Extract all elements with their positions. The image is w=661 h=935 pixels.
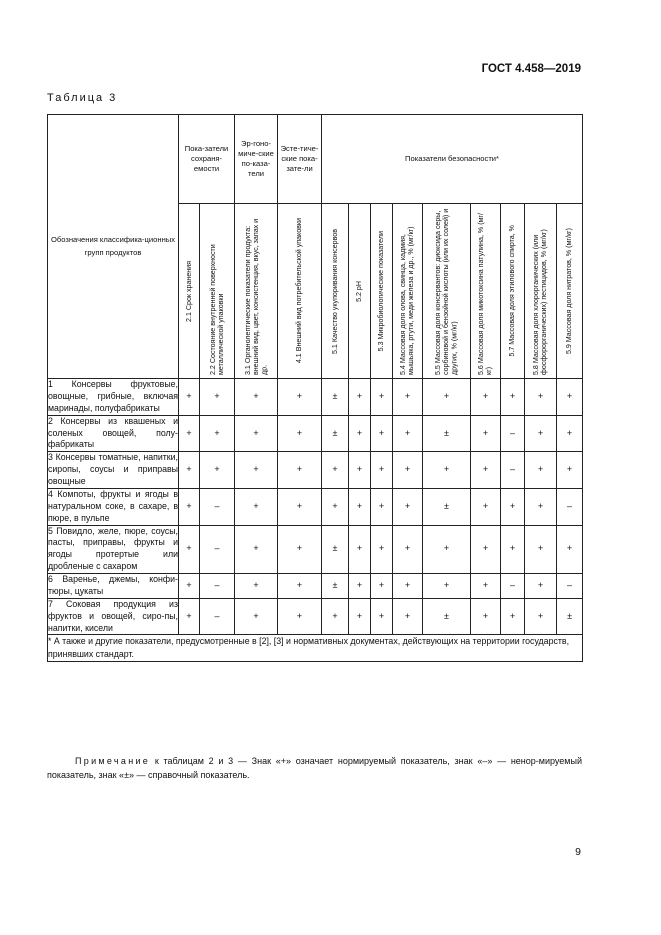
column-header [525, 204, 557, 379]
column-header [557, 204, 583, 379]
indicator-mark: + [322, 488, 349, 525]
column-header [200, 204, 235, 379]
indicator-mark: + [471, 598, 501, 635]
column-header-label: 2.1 Срок хранения [184, 260, 193, 322]
indicator-mark: + [501, 488, 525, 525]
column-header-label: 5.7 Массовая доля этилового спирта, % [508, 225, 517, 357]
indicator-mark: + [235, 598, 278, 635]
indicator-mark: + [371, 452, 393, 489]
indicator-mark: + [557, 452, 583, 489]
indicator-mark: + [393, 574, 423, 599]
indicator-mark: + [471, 525, 501, 574]
column-header [349, 204, 371, 379]
column-header [322, 204, 349, 379]
column-header [235, 204, 278, 379]
indicator-mark: ± [322, 415, 349, 452]
column-header-label: 5.9 Массовая доля нитратов, % (мг/кг) [565, 227, 574, 355]
indicator-mark: + [200, 452, 235, 489]
indicator-mark: + [235, 379, 278, 416]
indicator-mark: + [235, 525, 278, 574]
indicator-mark: ± [322, 574, 349, 599]
indicator-mark: + [525, 598, 557, 635]
indicator-mark: + [278, 525, 322, 574]
indicator-mark: + [423, 379, 471, 416]
indicator-mark: + [235, 574, 278, 599]
indicator-mark: + [235, 415, 278, 452]
indicator-mark: + [278, 598, 322, 635]
indicator-mark: – [200, 598, 235, 635]
column-header-label: 5.6 Массовая доля микотоксина патулина, % (мг/кг) [477, 213, 494, 375]
product-group-name: 3 Консервы томатные, напитки, сиропы, соусы и приправы овощные [48, 452, 179, 489]
group-header-ergonomic: Эр-гоно-миче-ские по-каза-тели [235, 115, 278, 204]
product-group-name: 7 Соковая продукция из фруктов и овощей, сиро-пы, напитки, кисели [48, 598, 179, 635]
indicator-mark: + [179, 488, 200, 525]
table-footnote: * А также и другие показатели, предусмотренные в [2], [3] и нормативных документах, действующих на территории государств, принявших стандарт. [48, 635, 583, 662]
indicator-mark: + [393, 525, 423, 574]
column-header-label: 3.1 Органолептические показатели продукта: внешний вид, цвет, консистенция, вкус, запах и др. [243, 218, 269, 375]
indicator-mark: + [471, 488, 501, 525]
indicator-mark: ± [423, 488, 471, 525]
column-header-label: 5.4 Массовая доля олова, свинца, кадмия, мышьяка, ртути, меди железа и др., % (мг/кг) [399, 226, 416, 375]
indicator-mark: + [200, 379, 235, 416]
indicator-mark: + [393, 415, 423, 452]
indicator-mark: + [371, 379, 393, 416]
table-caption: Таблица 3 [47, 92, 118, 104]
note-text: к таблицам 2 и 3 — Знак «+» означает нормируемый показатель, знак «–» — ненор-мируемый показатель, знак «±» — справочный показатель. [47, 756, 582, 780]
column-header [471, 204, 501, 379]
product-group-name: 6 Варенье, джемы, конфи-тюры, цукаты [48, 574, 179, 599]
indicator-mark: + [179, 415, 200, 452]
table-row [48, 452, 583, 489]
indicator-mark: + [179, 574, 200, 599]
indicator-mark: + [393, 488, 423, 525]
indicator-mark: – [501, 452, 525, 489]
indicator-mark: + [235, 488, 278, 525]
indicator-mark: + [423, 452, 471, 489]
indicator-mark: + [393, 379, 423, 416]
indicator-mark: + [423, 525, 471, 574]
indicator-mark: + [349, 574, 371, 599]
indicator-mark: + [179, 598, 200, 635]
column-header [423, 204, 471, 379]
indicator-mark: + [525, 488, 557, 525]
product-group-name: 1 Консервы фруктовые, овощные, грибные, включая маринады, полуфабрикаты [48, 379, 179, 416]
indicator-mark: + [278, 452, 322, 489]
indicator-mark: + [278, 379, 322, 416]
group-header-safety: Показатели безопасности* [322, 115, 583, 204]
indicator-mark: – [200, 525, 235, 574]
table-row [48, 488, 583, 525]
column-header [393, 204, 423, 379]
product-group-name: 2 Консервы из квашеных и соленых овощей, полу-фабрикаты [48, 415, 179, 452]
indicator-mark: + [557, 379, 583, 416]
indicator-mark: + [349, 379, 371, 416]
indicator-mark: + [501, 379, 525, 416]
indicator-mark: + [371, 488, 393, 525]
indicator-mark: + [278, 415, 322, 452]
table-row [48, 598, 583, 635]
indicator-mark: + [349, 452, 371, 489]
group-header-aesthetic: Эсте-тиче-ские пока-зате-ли [278, 115, 322, 204]
column-header-label: 5.8 Массовая доля хлорорганических (или фосфорорганических) пестицидов, % (мг/кг) [532, 229, 549, 375]
indicator-mark: + [525, 415, 557, 452]
indicator-mark: + [349, 415, 371, 452]
column-header-label: 5.1 Качество укупоривания консервов [330, 228, 339, 354]
note-lead: Примечание [75, 756, 151, 766]
table-row [48, 379, 583, 416]
indicator-mark: + [235, 452, 278, 489]
table-row [48, 574, 583, 599]
indicator-mark: + [423, 574, 471, 599]
column-header-label: 4.1 Внешний вид потребительской упаковки [295, 218, 304, 364]
column-header-label: 5.5 Массовая доля консервантов: диоксида серы, сорбиновой и бензойной кислоты (или их солей) и других, % (мг/кг) [434, 208, 459, 375]
column-header [371, 204, 393, 379]
column-header-label: 5.2 рН [355, 280, 364, 302]
indicator-mark: + [371, 525, 393, 574]
indicator-mark: + [471, 415, 501, 452]
indicator-mark: + [471, 452, 501, 489]
indicator-mark: + [371, 415, 393, 452]
indicator-mark: – [557, 574, 583, 599]
column-header [501, 204, 525, 379]
indicator-mark: + [200, 415, 235, 452]
indicator-mark: + [557, 415, 583, 452]
table-row [48, 525, 583, 574]
indicator-mark: – [501, 415, 525, 452]
indicator-mark: + [278, 488, 322, 525]
indicator-mark: + [278, 574, 322, 599]
indicator-mark: + [501, 598, 525, 635]
table-row [48, 415, 583, 452]
indicator-mark: ± [423, 598, 471, 635]
indicator-mark: + [525, 574, 557, 599]
column-header-label: 5.3 Микробиологические показатели [377, 230, 386, 352]
indicator-mark: + [525, 525, 557, 574]
product-group-name: 4 Компоты, фрукты и ягоды в натуральном соке, в сахаре, в пюре, в пульпе [48, 488, 179, 525]
group-header-storage: Пока-затели сохраня-емости [179, 115, 235, 204]
indicator-mark: + [557, 525, 583, 574]
column-header-label: 2.2 Состояние внутренней поверхности металлической упаковки [208, 244, 225, 375]
product-group-name: 5 Повидло, желе, пюре, соусы, пасты, приправы, фрукты и ягоды протертые или дробленые с сахаром [48, 525, 179, 574]
column-header [179, 204, 200, 379]
indicator-mark: + [471, 379, 501, 416]
indicator-mark: ± [423, 415, 471, 452]
indicator-mark: + [179, 525, 200, 574]
column-header [278, 204, 322, 379]
indicator-mark: ± [322, 525, 349, 574]
indicators-table [47, 114, 583, 662]
indicator-mark: + [349, 598, 371, 635]
indicator-mark: + [393, 598, 423, 635]
indicator-mark: + [471, 574, 501, 599]
indicator-mark: + [322, 598, 349, 635]
indicator-mark: + [349, 525, 371, 574]
indicator-mark: ± [322, 379, 349, 416]
indicator-mark: + [525, 379, 557, 416]
row-header: Обозначения классифика-ционных групп продуктов [48, 115, 179, 379]
indicator-mark: + [179, 379, 200, 416]
indicator-mark: – [557, 488, 583, 525]
indicator-mark: + [525, 452, 557, 489]
page-number: 9 [575, 846, 581, 858]
indicator-mark: + [349, 488, 371, 525]
indicator-mark: – [501, 574, 525, 599]
indicator-mark: – [200, 574, 235, 599]
indicator-mark: ± [557, 598, 583, 635]
indicator-mark: + [393, 452, 423, 489]
table-note [47, 755, 582, 783]
indicator-mark: + [371, 574, 393, 599]
indicator-mark: + [179, 452, 200, 489]
indicator-mark: + [322, 452, 349, 489]
indicator-mark: – [200, 488, 235, 525]
indicator-mark: + [371, 598, 393, 635]
document-code: ГОСТ 4.458—2019 [481, 63, 581, 75]
indicator-mark: + [501, 525, 525, 574]
